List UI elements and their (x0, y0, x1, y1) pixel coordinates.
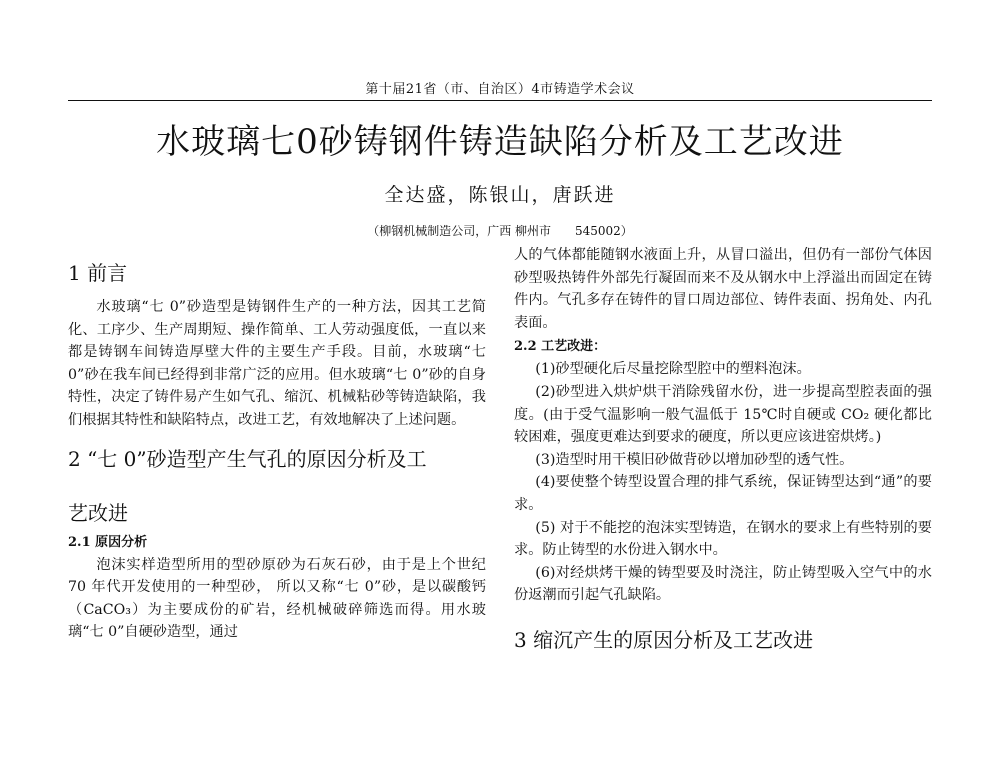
section-2-1-continued: 人的气体都能随钢水液面上升，从冒口溢出，但仍有一部份气体因砂型吸热铸件外部先行凝固而来不及从钢水中上浮溢出而固定在铸件内。气孔多存在铸件的冒口周边部位、铸件表面、拐角处、内孔表面。 (514, 247, 932, 331)
paper-title: 水玻璃七0砂铸钢件铸造缺陷分析及工艺改进 (156, 122, 844, 162)
section-2-1-heading: 2.1 原因分析 (68, 534, 148, 550)
list-item: (3)造型时用干模旧砂做背砂以增加砂型的透气性。 (535, 451, 854, 468)
section-3-heading: 3 缩沉产生的原因分析及工艺改进 (514, 627, 814, 652)
left-column (68, 244, 486, 644)
list-item: (1)砂型硬化后尽量挖除型腔中的塑料泡沫。 (535, 361, 811, 378)
section-1-paragraph: 水玻璃“七 0”砂造型是铸钢件生产的一种方法，因其工艺简化、工序少、生产周期短、操作简单、工人劳动强度低，一直以来都是铸钢车间铸造厚壁大件的主要生产手段。目前，水玻璃“七 0”砂在我车间已经得到非常广泛的应用。但水玻璃“七 0”砂的自身特性，决定了铸件易产生如气孔、缩沉、机械粘砂等铸造缺陷，我们根据其特性和缺陷特点，改进工艺，有效地解决了上述问题。 (68, 299, 486, 428)
affiliation: （柳钢机械制造公司，广西 柳州市 545002） (367, 224, 633, 238)
list-item: (6)对经烘烤干燥的铸型要及时浇注，防止铸型吸入空气中的水份返潮而引起气孔缺陷。 (514, 564, 932, 604)
section-2-heading-line1: 2 “七 0”砂造型产生气孔的原因分析及工 (68, 446, 427, 471)
list-item: (4)要使整个铸型设置合理的排气系统，保证铸型达到“通”的要求。 (514, 474, 932, 513)
section-2-heading-line2: 艺改进 (68, 500, 128, 525)
right-column (514, 244, 932, 655)
section-2-2-heading: 2.2 工艺改进： (514, 339, 607, 355)
section-1-heading: 1 前言 (68, 261, 128, 285)
header-rule (68, 100, 932, 101)
running-header: 第十届21省（市、自治区）4市铸造学术会议 (365, 82, 635, 97)
section-2-1-paragraph: 泡沫实样造型所用的型砂原砂为石灰石砂，由于是上个世纪 70 年代开发使用的一种型砂， 所以又称“七 0”砂，是以碳酸钙（CaCO₃）为主要成份的矿岩，经机械破碎筛选而得。用水玻璃“七 0”自硬砂造型，通过 (68, 556, 486, 641)
list-item: (5) 对于不能挖的泡沫实型铸造，在钢水的要求上有些特别的要求。防止铸型的水份进入钢水中。 (514, 519, 932, 559)
author-list: 全达盛，陈银山，唐跃进 (384, 184, 616, 206)
list-item: (2)砂型进入烘炉烘干消除残留水份，进一步提高型腔表面的强度。(由于受气温影响一般气温低于 15℃时自硬或 CO₂ 硬化都比较困难，强度更难达到要求的硬度，所以更应该进窑烘烤。) (514, 383, 932, 446)
